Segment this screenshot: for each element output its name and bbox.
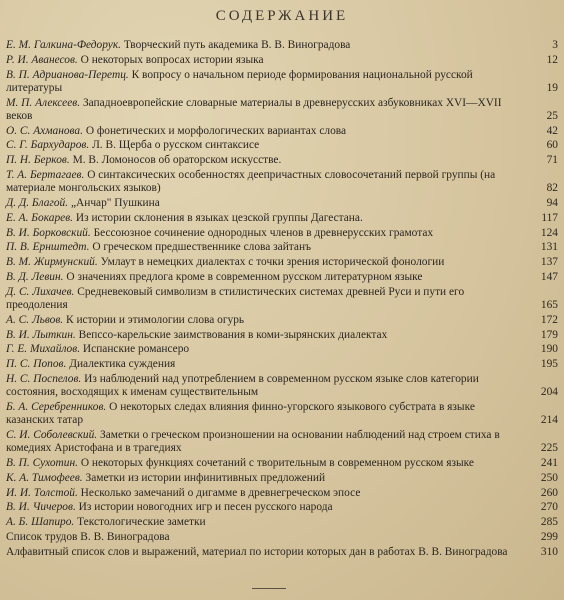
toc-entry-text [6,256,524,269]
toc-entry [6,271,558,284]
toc-page-number: 190 [540,343,558,356]
toc-entry-text [6,516,524,529]
toc-entry-text [6,401,524,427]
toc-page-number: 42 [546,124,558,137]
toc-entry [6,69,558,95]
toc-author: Т. А. Бертагаев. [6,168,85,181]
toc-entry [6,501,558,514]
page-title: СОДЕРЖАНИЕ [215,8,349,24]
toc-author: В. И. Чичеров. [6,501,76,514]
toc-entry-text [6,169,524,195]
toc-entry-text [6,139,524,152]
toc-entry-text [6,343,524,356]
toc-page-number: 19 [546,81,558,94]
toc-entry-text [6,212,524,225]
toc-author: О. С. Ахманова. [6,124,83,137]
toc-entry-text [6,54,524,67]
toc-entry-text [6,501,524,514]
toc-author: В. П. Сухотин. [6,456,78,469]
toc-entry [6,429,558,455]
toc-page-number: 25 [546,109,558,122]
toc-title: Диалектика суждения [69,358,176,371]
toc-page-number: 94 [546,196,558,209]
toc-entry-text [6,373,524,399]
toc-title: Список трудов В. В. Виноградова [6,530,170,543]
toc-entry-text [6,271,524,284]
toc-entry [6,227,558,240]
toc-author: Н. С. Поспелов. [6,372,82,385]
toc-author: И. И. Толстой. [6,486,78,499]
toc-entry [6,256,558,269]
toc-title: Заметки из истории инфинитивных предложений [85,471,326,484]
toc-title: Испанские романсеро [82,343,190,356]
toc-title: О фонетических и морфологических вариантах слова [85,124,347,137]
toc-entry [6,54,558,67]
toc-entry-text [6,531,524,544]
toc-page-number: 172 [540,313,558,326]
toc-title: Из истории новогодних игр и песен русского народа [78,501,333,514]
toc-entry [6,546,558,559]
toc-author: В. И. Лыткин. [6,328,76,341]
toc-author: Е. М. Галкина-Федорук. [6,39,122,51]
toc-page-number: 137 [540,256,558,269]
toc-entry [6,139,558,152]
toc-title: Западноевропейские словарные материалы в древнерусских азбуковниках XVI—XVII веков [6,96,502,122]
toc-page-number: 179 [540,328,558,341]
toc-entry [6,457,558,470]
toc-title: Бессоюзное сочинение однородных членов в древнерусских грамотах [93,226,434,239]
toc-title: О некоторых вопросах истории языка [80,53,264,66]
toc-title: Умлаут в немецких диалектах с точки зрения исторической фонологии [100,256,445,269]
toc-page-number: 3 [552,39,558,51]
toc-entry [6,343,558,356]
toc-author: Р. И. Аванесов. [6,53,78,66]
toc-list [6,39,558,559]
toc-title: Вепссо-карельские заимствования в коми-зырянских диалектах [78,328,388,341]
toc-entry [6,401,558,427]
toc-entry-text [6,39,524,52]
toc-page-number: 12 [546,53,558,66]
toc-author: П. Н. Берков. [6,154,70,167]
toc-entry-text [6,69,524,95]
toc-page-number: 241 [540,456,558,469]
toc-entry [6,197,558,210]
toc-entry [6,212,558,225]
toc-entry [6,241,558,254]
toc-entry [6,531,558,544]
toc-page-number: 270 [540,501,558,514]
toc-page-number: 250 [540,471,558,484]
toc-entry [6,154,558,167]
toc-entry [6,286,558,312]
toc-title: Несколько замечаний о дигамме в древнегреческом эпосе [80,486,361,499]
toc-title: О значениях предлога кроме в современном русском литературном языке [66,270,423,283]
toc-entry-text [6,241,524,254]
toc-entry-text [6,97,524,123]
toc-entry [6,516,558,529]
toc-entry [6,472,558,485]
toc-author: П. В. Ернштедт. [6,241,90,254]
toc-title: О некоторых функциях сочетаний с творительным в современном русском языке [80,456,474,469]
toc-author: А. Б. Шапиро. [6,516,75,529]
toc-title: Средневековый символизм в стилистических системах древней Руси и пути его преодоления [6,285,465,311]
toc-entry [6,358,558,371]
footer-rule [252,588,286,589]
toc-page-number: 117 [541,211,558,224]
toc-title: К вопросу о начальном периоде формирования национальной русской литературы [6,68,473,94]
toc-author: Д. С. Лихачев. [6,285,75,298]
toc-author: М. П. Алексеев. [6,96,81,109]
toc-author: Е. А. Бокарев. [6,211,74,224]
toc-page-number: 285 [540,516,558,529]
toc-page-number: 299 [540,530,558,543]
toc-author: С. И. Соболевский. [6,428,98,441]
toc-title: О синтаксических особенностях деепричастных словосочетаний первой группы (на материале монгольских языков) [6,168,496,195]
toc-title: К истории и этимологии слова огурь [66,313,245,326]
toc-author: Б. А. Серебренников. [6,400,107,413]
toc-entry-text [6,472,524,485]
toc-author: В. П. Адрианова-Перетц. [6,68,129,81]
toc-page-number: 260 [540,486,558,499]
toc-author: К. А. Тимофеев. [6,471,83,484]
toc-entry [6,314,558,327]
toc-title: Творческий путь академика В. В. Виноградова [123,39,351,51]
toc-page-number: 131 [540,241,558,254]
toc-entry-text [6,457,524,470]
toc-entry-text [6,314,524,327]
toc-entry-text [6,286,524,312]
toc-title: Текстологические заметки [77,516,206,529]
toc-page-number: 204 [540,386,558,399]
toc-author: А. С. Львов. [6,313,64,326]
toc-entry [6,329,558,342]
toc-entry [6,97,558,123]
toc-author: Д. Д. Благой. [6,196,69,209]
toc-title: „Анчар" Пушкина [70,196,160,209]
toc-author: В. И. Борковский. [6,226,91,239]
toc-page-number: 165 [540,298,558,311]
toc-entry-text [6,329,524,342]
toc-entry-text [6,125,524,138]
toc-title: О греческом предшественнике слова зайтанъ [92,241,311,254]
toc-author: В. М. Жирмунский. [6,256,98,269]
toc-entry [6,487,558,500]
toc-author: В. Д. Левин. [6,270,64,283]
toc-entry-text [6,429,524,455]
toc-entry-text [6,227,524,240]
toc-page-number: 214 [540,414,558,427]
toc-page-number: 124 [540,226,558,239]
toc-page-number: 60 [546,139,558,152]
toc-author: Г. Е. Михайлов. [6,343,81,356]
toc-page-number: 147 [540,270,558,283]
toc-page-number: 225 [540,442,558,455]
toc-title: Л. В. Щерба о русском синтаксисе [92,139,260,152]
toc-entry [6,39,558,52]
toc-title: Алфавитный список слов и выражений, материал по истории которых дан в работах В. В. Виноградова [6,545,508,558]
toc-entry [6,169,558,195]
toc-page-number: 82 [546,182,558,195]
toc-entry-text [6,487,524,500]
toc-title: Из наблюдений над употреблением в современном русском языке слов категории состояния, восходящих к именам существительным [6,372,479,399]
toc-author: С. Г. Бархударов. [6,139,90,152]
toc-entry [6,373,558,399]
toc-entry-text [6,358,524,371]
toc-page-number: 310 [540,545,558,558]
toc-author: П. С. Попов. [6,358,67,371]
toc-entry-text [6,197,524,210]
toc-title: М. В. Ломоносов об ораторском искусстве. [72,154,282,167]
toc-entry [6,125,558,138]
toc-entry-text [6,546,524,559]
toc-entry-text [6,154,524,167]
toc-title: О некоторых следах влияния финно-угорского языкового субстрата в языке казанских татар [6,400,475,427]
toc-page-number: 195 [540,358,558,371]
toc-title: Заметки о греческом произношении на основании наблюдений над строем стиха в комедиях Аристофана и в трагедиях [6,428,500,455]
toc-page-number: 71 [546,154,558,167]
toc-title: Из истории склонения в языках цезской группы Дагестана. [75,211,363,224]
